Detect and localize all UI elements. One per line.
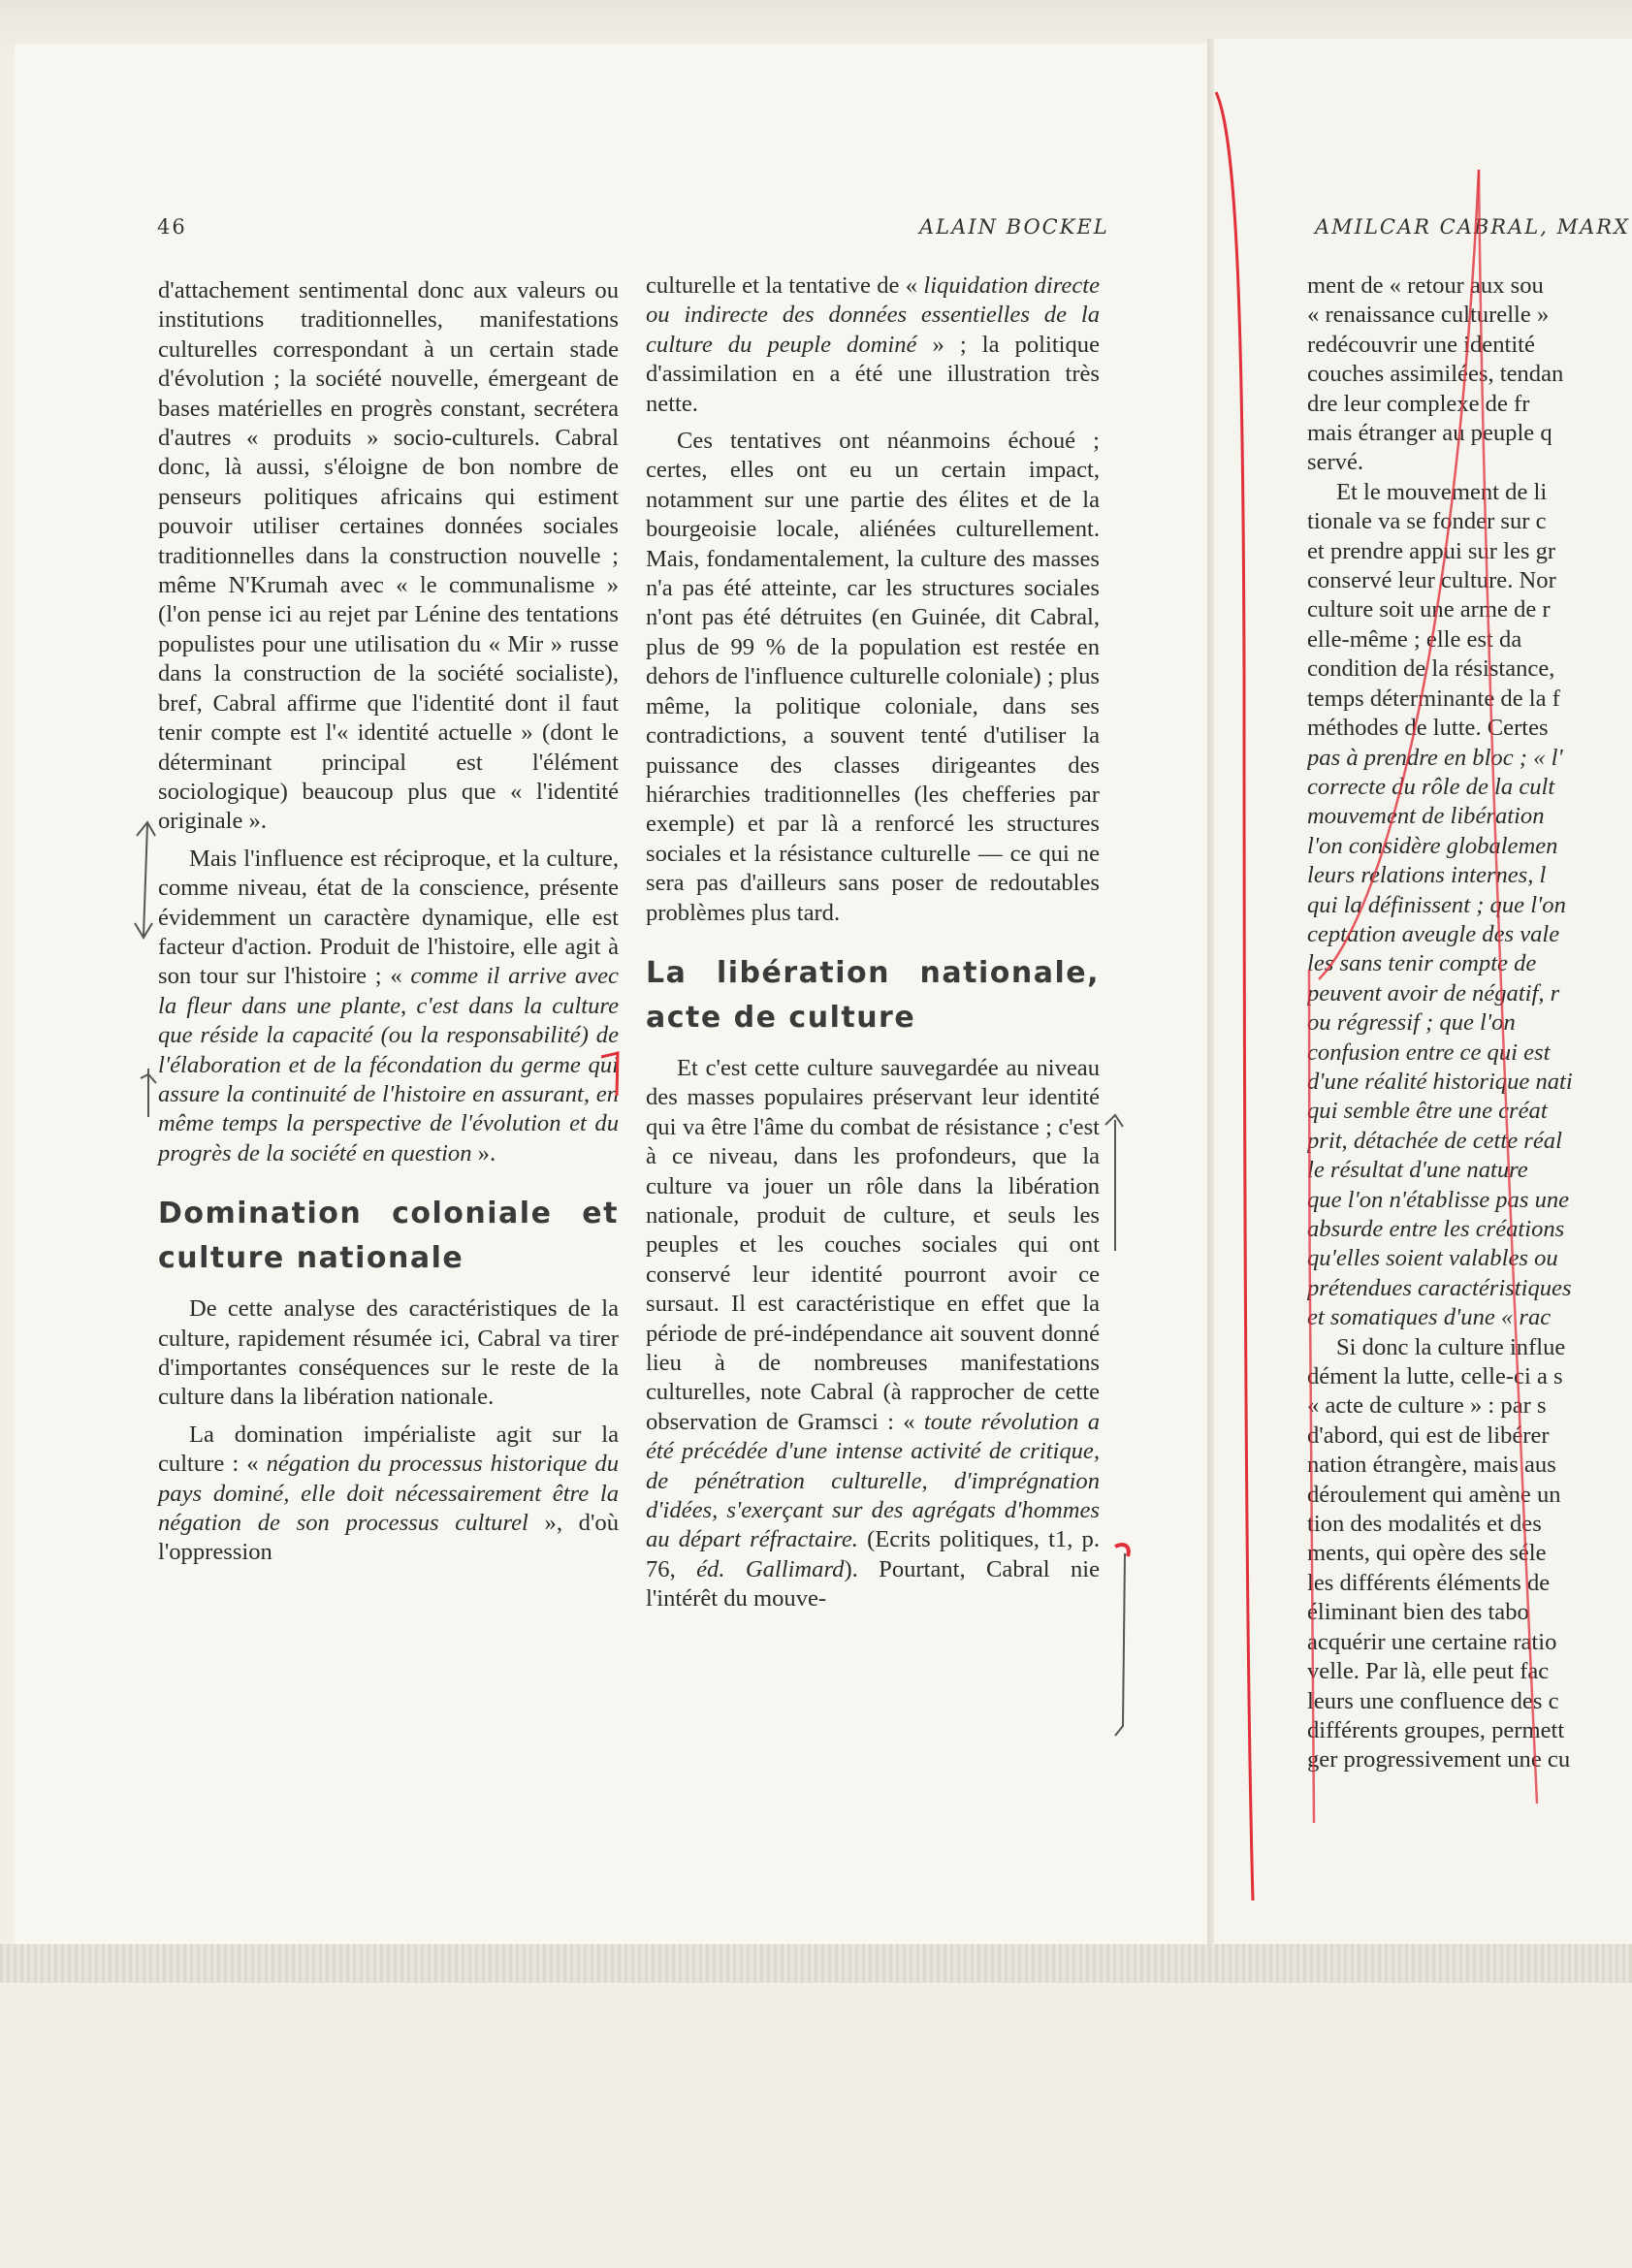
col3-line: confusion entre ce qui est — [1307, 1038, 1551, 1066]
gramsci-quote: toute révolution a été précédée d'une intense activité de critique, de pénétration culturelle, d'imprégnation d'idées, s'exerçant sur des agrégats d'hommes au départ réfractaire. — [646, 1408, 1100, 1553]
col3-line: couches assimilées, tendan — [1307, 361, 1564, 388]
col3-line: culture soit une arme de r — [1307, 596, 1551, 623]
col3-line: l'on considère globalemen — [1307, 832, 1558, 859]
cabral-quote-negation: négation du processus historique du pays dominé, elle doit nécessairement être la négation de son processus culturel — [158, 1451, 619, 1537]
col1-paragraph-2: Mais l'influence est réciproque, et la culture, comme niveau, état de la conscience, présente évidemment un caractère dynamique, elle est facteur d'action. Produit de l'histoire, elle agit à son tour sur l'histoire ; « comme il arrive avec la fleur dans une plante, c'est dans la culture que réside la capacité (ou la responsabilité) de l'élaboration et de la fécondation du germe qui assure la continuité de l'histoire en assurant, en même temps la perspective de l'évolution et du progrès de la société en question ». — [158, 845, 619, 1166]
column-3-cropped — [1307, 272, 1632, 1775]
col3-line: mais étranger au peuple q — [1307, 420, 1552, 447]
col1-paragraph-4: La domination impérialiste agit sur la culture : « négation du processus historique du pays dominé, elle doit nécessairement être la négation de son processus culturel », d'où l'oppression — [158, 1421, 619, 1566]
col3-line: ment de « retour aux sou — [1307, 272, 1544, 299]
col3-line: peuvent avoir de négatif, r — [1307, 979, 1560, 1006]
col3-line: condition de la résistance, — [1307, 655, 1555, 683]
col3-line: nation étrangère, mais aus — [1307, 1452, 1556, 1479]
col3-line: tionale va se fonder sur c — [1307, 508, 1547, 535]
col3-line: acquérir une certaine ratio — [1307, 1628, 1557, 1655]
col3-line: Si donc la culture influe — [1336, 1333, 1566, 1360]
col2-paragraph-3: Et c'est cette culture sauvegardée au niveau des masses populaires préservant leur identité qui va être l'âme du combat de résistance ; c'est à ce niveau, dans les profondeurs, que la culture va jouer un rôle dans la libération nationale, produit de culture, et seuls les peuples et les couches sociales qui ont conservé leur identité pourront avoir ce sursaut. Il est caractéristique en effet que la période de pré-indépendance ait souvent donné lieu à de nombreuses manifestations culturelles, note Cabral (à rapprocher de cette observation de Gramsci : « toute révolution a été précédée d'une intense activité de critique, de pénétration culturelle, d'imprégnation d'idées, s'exerçant sur des agrégats d'hommes au départ réfractaire. (Ecrits politiques, t1, p. 76, éd. Gallimard). Pourtant, Cabral nie l'intérêt du mouve- — [646, 1054, 1101, 1613]
col3-line: ou régressif ; que l'on — [1307, 1009, 1516, 1037]
col3-line: et prendre appui sur les gr — [1307, 537, 1556, 564]
col3-line: qui la définissent ; que l'on — [1307, 891, 1566, 918]
col3-line: Et le mouvement de li — [1336, 478, 1548, 505]
col3-line: déroulement qui amène un — [1307, 1481, 1561, 1508]
col3-line: d'abord, qui est de libérer — [1307, 1421, 1550, 1449]
col3-line: tion des modalités et des — [1307, 1511, 1542, 1538]
col2-paragraph-2: Ces tentatives ont néanmoins échoué ; certes, elles ont eu un certain impact, notamment sur une partie des élites et de la bourgeoisie locale, aliénées culturellement. Mais, fondamentalement, la culture des masses n'a pas été atteinte, car les structures sociales n'ont pas été détruites (en Guinée, dit Cabral, plus de 99 % de la population est restée en dehors de l'influence culturelle coloniale) ; plus même, la politique coloniale, dans ses contradictions, a souvent tenté d'utiliser la puissance des classes dirigeantes des hiérarchies traditionnelles (les chefferies par exemple) et par là a renforcé les structures sociales et la résistance culturelle — ce qui ne sera pas d'ailleurs sans poser de redoutables problèmes plus tard. — [646, 428, 1100, 926]
col2-paragraph-1: culturelle et la tentative de « liquidation directe ou indirecte des données essentielles de la culture du peuple dominé » ; la politique d'assimilation en a été une illustration très nette. — [646, 272, 1100, 417]
col3-line: dément la lutte, celle-ci a s — [1307, 1363, 1563, 1390]
col3-line: absurde entre les créations — [1307, 1216, 1565, 1242]
heading-domination-coloniale: Domination coloniale et culture nationale — [158, 1197, 619, 1276]
scan-bottom-edge — [0, 1944, 1632, 1983]
heading-liberation-nationale: La libération nationale, acte de culture — [646, 955, 1100, 1035]
col3-line: correcte du rôle de la cult — [1307, 773, 1555, 800]
col3-line: éliminant bien des tabo — [1307, 1599, 1529, 1626]
col3-line: mouvement de libération — [1307, 803, 1545, 830]
col3-line: leurs une confluence des c — [1307, 1687, 1559, 1714]
col3-line: méthodes de lutte. Certes — [1307, 715, 1549, 742]
col3-line: ceptation aveugle des vale — [1307, 920, 1560, 947]
col3-line: qui semble être une créat — [1307, 1098, 1548, 1125]
col3-line: « acte de culture » : par s — [1307, 1392, 1547, 1420]
col3-line: dre leur complexe de fr — [1307, 390, 1530, 417]
col3-line: velle. Par là, elle peut fac — [1307, 1658, 1550, 1685]
col3-line: servé. — [1307, 449, 1364, 476]
col3-line: le résultat d'une nature — [1307, 1157, 1528, 1184]
col3-line: prit, détachée de cette réal — [1307, 1127, 1562, 1154]
col3-line: qu'elles soient valables ou — [1307, 1245, 1558, 1272]
col3-line: ger progressivement une cu — [1307, 1746, 1571, 1773]
col3-line: temps déterminante de la f — [1307, 685, 1560, 712]
col3-line: « renaissance culturelle » — [1307, 302, 1550, 329]
col3-line: différents groupes, permett — [1307, 1716, 1565, 1743]
col3-line: les différents éléments de — [1307, 1569, 1551, 1596]
col1-paragraph-1: d'attachement sentimental donc aux valeurs ou institutions traditionnelles, manifestations culturelles correspondant à un certain stade d'évolution ; la société nouvelle, émergeant de bases matérielles en progrès constant, secrétera d'autres « produits » socio-culturels. Cabral donc, là aussi, s'éloigne de bon nombre de penseurs politiques africains qui estiment pouvoir utiliser certaines données sociales traditionnelles dans la construction nouvelle ; même N'Krumah avec « le communalisme » (l'on pense ici au rejet par Lénine des tentations populistes pour une utilisation du « Mir » russe dans la construction de la société socialiste), bref, Cabral affirme que l'identité dont il faut tenir compte est l'« identité actuelle » (dont le déterminant principal est l'élément sociologique) beaucoup plus que « l'identité originale ». — [158, 277, 619, 835]
col3-line: prétendues caractéristiques — [1307, 1274, 1572, 1301]
liquidation-quote: liquidation directe ou indirecte des données essentielles de la culture du peuple dominé — [646, 272, 1100, 358]
col3-line: redécouvrir une identité — [1307, 331, 1535, 358]
column-2 — [646, 272, 1100, 1614]
cabral-quote-flower: comme il arrive avec la fleur dans une plante, c'est dans la culture que réside la capacité (ou la responsabilité) de l'élaboration et de la fécondation du germe qui assure la continuité de l'histoire en assurant, en même temps la perspective de l'évolution et du progrès de la société en question — [158, 963, 619, 1166]
page-number: 46 — [157, 215, 187, 239]
col3-line: elle-même ; elle est da — [1307, 625, 1522, 653]
col3-line: que l'on n'établisse pas une — [1307, 1186, 1570, 1213]
col3-line: les sans tenir compte de — [1307, 950, 1537, 977]
running-head-right: AMILCAR CABRAL, MARX — [1315, 215, 1630, 239]
col1-paragraph-3: De cette analyse des caractéristiques de la culture, rapidement résumée ici, Cabral va tirer d'importantes conséquences sur le reste de la culture dans la libération nationale. — [158, 1295, 619, 1411]
col3-line: et somatiques d'une « rac — [1307, 1304, 1552, 1331]
col3-line: d'une réalité historique nati — [1307, 1068, 1573, 1095]
running-head-left: ALAIN BOCKEL — [919, 215, 1109, 239]
col3-line: leurs relations internes, l — [1307, 862, 1547, 889]
col3-line: pas à prendre en bloc ; « l' — [1307, 744, 1563, 771]
col3-line: conservé leur culture. Nor — [1307, 567, 1556, 594]
column-1 — [158, 276, 619, 1568]
col3-line: ments, qui opère des séle — [1307, 1540, 1547, 1567]
